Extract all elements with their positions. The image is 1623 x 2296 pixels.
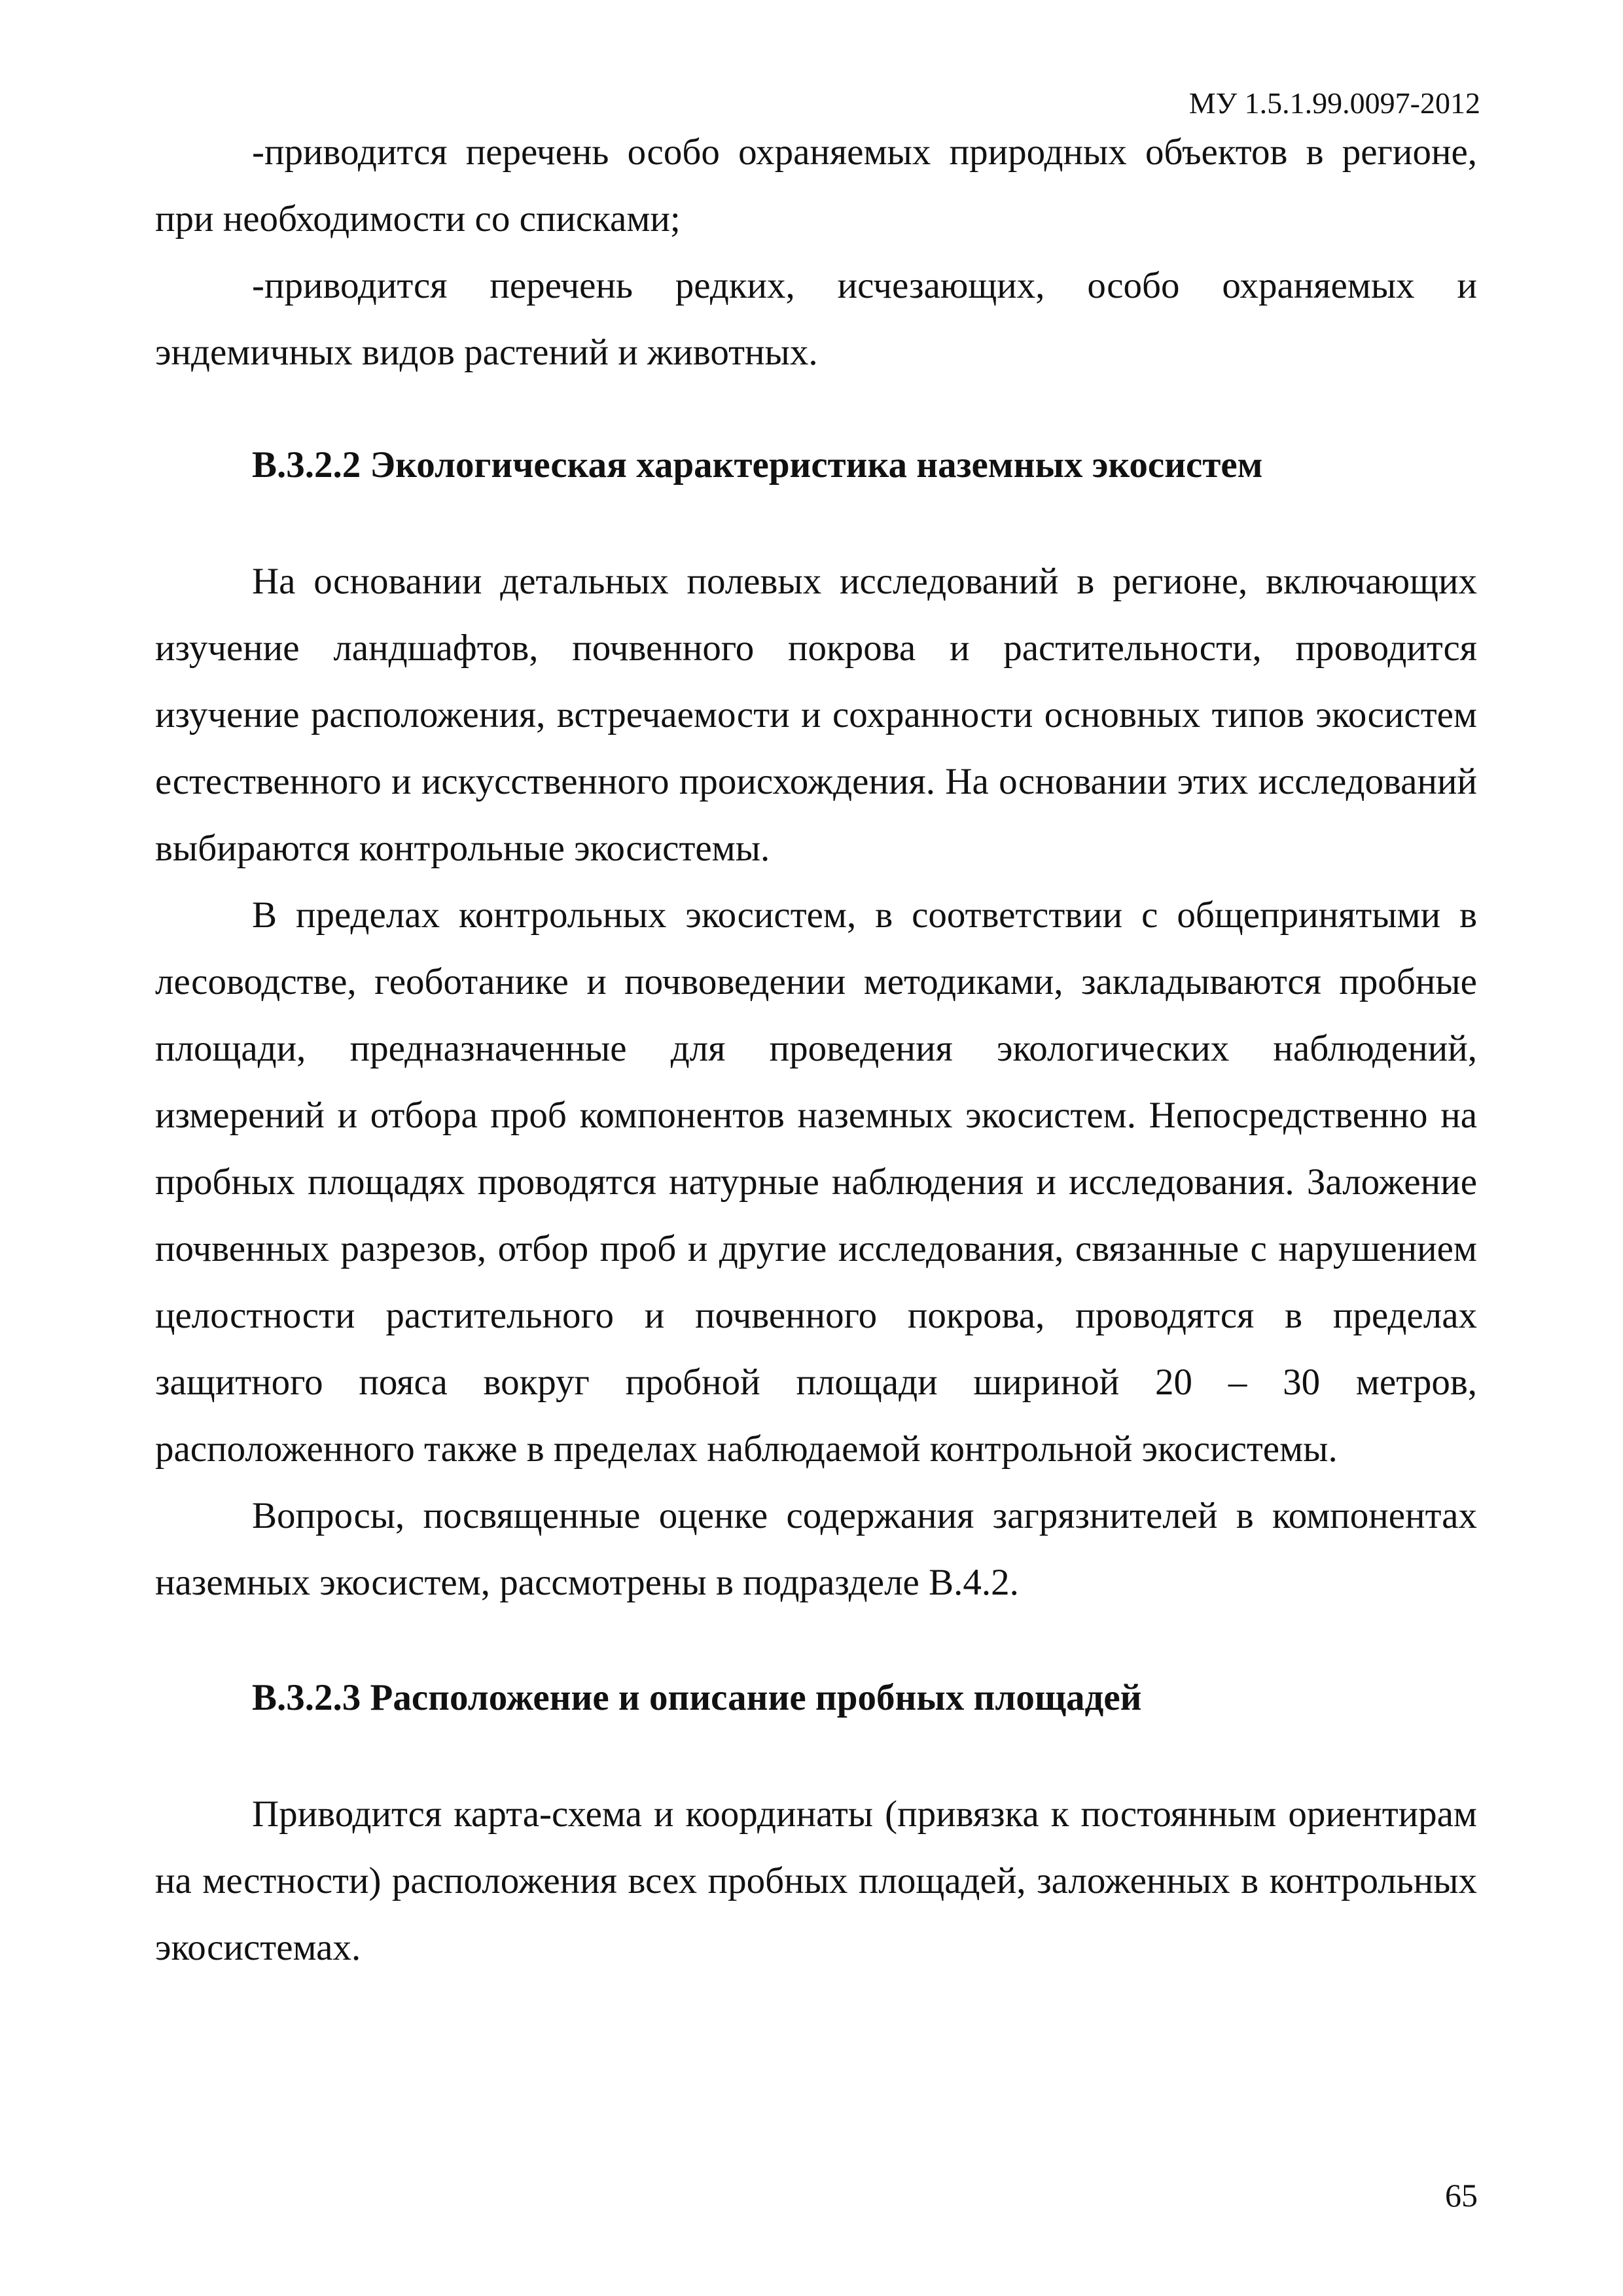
page-content <box>155 119 1477 1981</box>
paragraph-map-scheme: Приводится карта-схема и координаты (привязка к постоянным ориентирам на местности) расположения всех пробных площадей, заложенных в контрольных экосистемах. <box>155 1793 1477 1968</box>
page-number: 65 <box>1445 2177 1478 2214</box>
document-code: МУ 1.5.1.99.0097-2012 <box>1188 86 1480 120</box>
paragraph-protected-objects: -приводится перечень особо охраняемых природных объектов в регионе, при необходимости со списками; <box>155 132 1477 239</box>
section-heading-ecological-characteristics: В.3.2.2 Экологическая характеристика наземных экосистем <box>252 444 1263 486</box>
paragraph-rare-species: -приводится перечень редких, исчезающих, особо охраняемых и эндемичных видов растений и животных. <box>155 265 1477 373</box>
section-heading-plot-location: В.3.2.3 Расположение и описание пробных площадей <box>252 1677 1142 1718</box>
paragraph-sample-plots: В пределах контрольных экосистем, в соответствии с общепринятыми в лесоводстве, геоботанике и почвоведении методиками, закладываются пробные площади, предназначенные для проведения экологических наблюдений, измерений и отбора проб компонентов наземных экосистем. Непосредственно на пробных площадях проводятся натурные наблюдения и исследования. Заложение почвенных разрезов, отбор проб и другие исследования, связанные с нарушением целостности растительного и почвенного покрова, проводятся в пределах защитного пояса вокруг пробной площади шириной 20 – 30 метров, расположенного также в пределах наблюдаемой контрольной экосистемы. <box>155 894 1477 1470</box>
paragraph-pollutants: Вопросы, посвященные оценке содержания загрязнителей в компонентах наземных экосистем, рассмотрены в подразделе В.4.2. <box>155 1495 1477 1603</box>
paragraph-field-research: На основании детальных полевых исследований в регионе, включающих изучение ландшафтов, почвенного покрова и растительности, проводится изучение расположения, встречаемости и сохранности основных типов экосистем естественного и искусственного происхождения. На основании этих исследований выбираются контрольные экосистемы. <box>155 561 1477 869</box>
